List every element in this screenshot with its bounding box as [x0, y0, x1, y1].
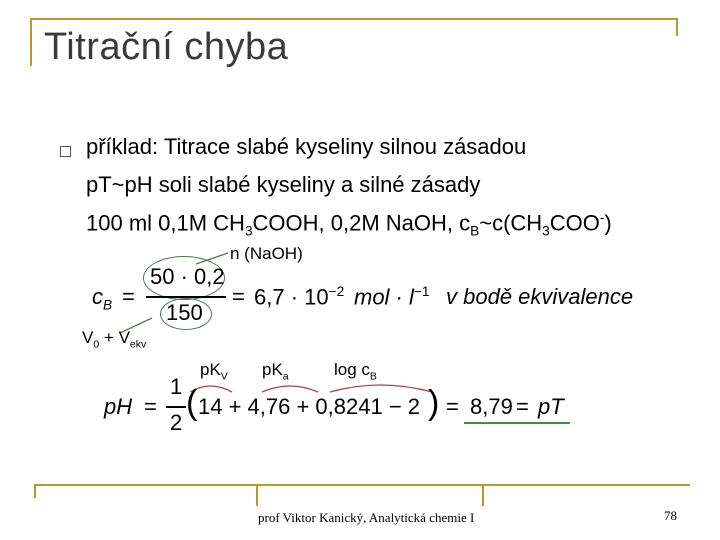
- line3-sub-1: 3: [244, 223, 253, 239]
- logcb-label: log c: [334, 360, 370, 379]
- line3-part-d: COO: [549, 210, 600, 236]
- eq2-lhs: pH: [104, 394, 133, 419]
- eq2-result: 8,79: [470, 394, 513, 419]
- eq1-units: mol · l: [354, 284, 414, 310]
- eq1-exponent: −2: [328, 284, 345, 299]
- eq1-lhs-sub: B: [103, 297, 113, 313]
- eq1-units-exp: −1: [413, 284, 430, 299]
- line3-part-e: ): [604, 210, 612, 236]
- annotation-pkv: [200, 360, 228, 382]
- annotation-log-cb: [334, 360, 377, 382]
- vekv-sub: ekv: [129, 338, 147, 351]
- pkv-label: pK: [200, 360, 221, 379]
- bullet-line-1-rest: : Titrace slabé kyseliny silnou zásadou: [152, 134, 527, 159]
- line3-sub-3: 3: [542, 223, 550, 239]
- eq2-frac-den: 2: [170, 410, 183, 435]
- pka-label: pK: [262, 360, 283, 379]
- eq2-expression: 14 + 4,76 + 0,8241 − 2: [198, 394, 421, 419]
- eq1-equals-2: =: [232, 284, 245, 309]
- eq2-equals-3: =: [516, 394, 529, 419]
- line3-sub-2: B: [470, 223, 480, 239]
- eq1-numerator: 50 · 0,2: [150, 264, 225, 289]
- eq1-fraction-bar: [146, 296, 226, 298]
- slide-title: Titrační chyba: [44, 26, 289, 68]
- v0-sub: 0: [93, 338, 100, 351]
- eq1-denominator: 150: [166, 300, 203, 325]
- line3-sup: -: [599, 210, 605, 225]
- equation-cb: [92, 284, 112, 312]
- pkv-sub: V: [220, 370, 228, 383]
- pka-sub: a: [282, 370, 289, 383]
- eq1-value: 6,7 · 10: [254, 284, 329, 310]
- eq1-equals: =: [122, 284, 135, 309]
- eq2-result-underline: [464, 422, 570, 424]
- logcb-sub: B: [369, 370, 377, 383]
- eq1-lhs: c: [92, 284, 103, 309]
- eq1-units-group: [354, 284, 429, 310]
- bullet-line-1-prefix: příklad: [86, 134, 153, 159]
- bullet-line-2: pT~pH soli slabé kyseliny a silné zásady: [86, 172, 481, 197]
- eq2-frac-num: 1: [170, 374, 183, 399]
- annotation-pka: [262, 360, 289, 382]
- annotation-n-naoh: n (NaOH): [230, 244, 303, 263]
- eq2-open-paren: (: [186, 384, 198, 422]
- eq1-value-group: [254, 284, 344, 310]
- page-number: 78: [664, 508, 677, 523]
- eq1-tail: v bodě ekvivalence: [446, 284, 634, 309]
- eq2-equals-2: =: [446, 394, 459, 419]
- annotation-v0-vekv: [82, 328, 146, 350]
- eq2-rhs: pT: [538, 394, 564, 419]
- eq2-fraction-bar: [166, 406, 186, 408]
- footer-author: prof Viktor Kanický, Analytická chemie I: [258, 510, 475, 525]
- eq2-equals: =: [144, 394, 157, 419]
- line3-part-a: 100 ml 0,1M CH: [86, 210, 245, 236]
- v0-label: V: [82, 328, 94, 347]
- vekv-label: + V: [99, 328, 130, 347]
- eq2-close-paren: ): [428, 384, 440, 422]
- line3-part-b: COOH, 0,2M NaOH, c: [252, 210, 471, 236]
- line3-part-c: ~c(CH: [479, 210, 543, 236]
